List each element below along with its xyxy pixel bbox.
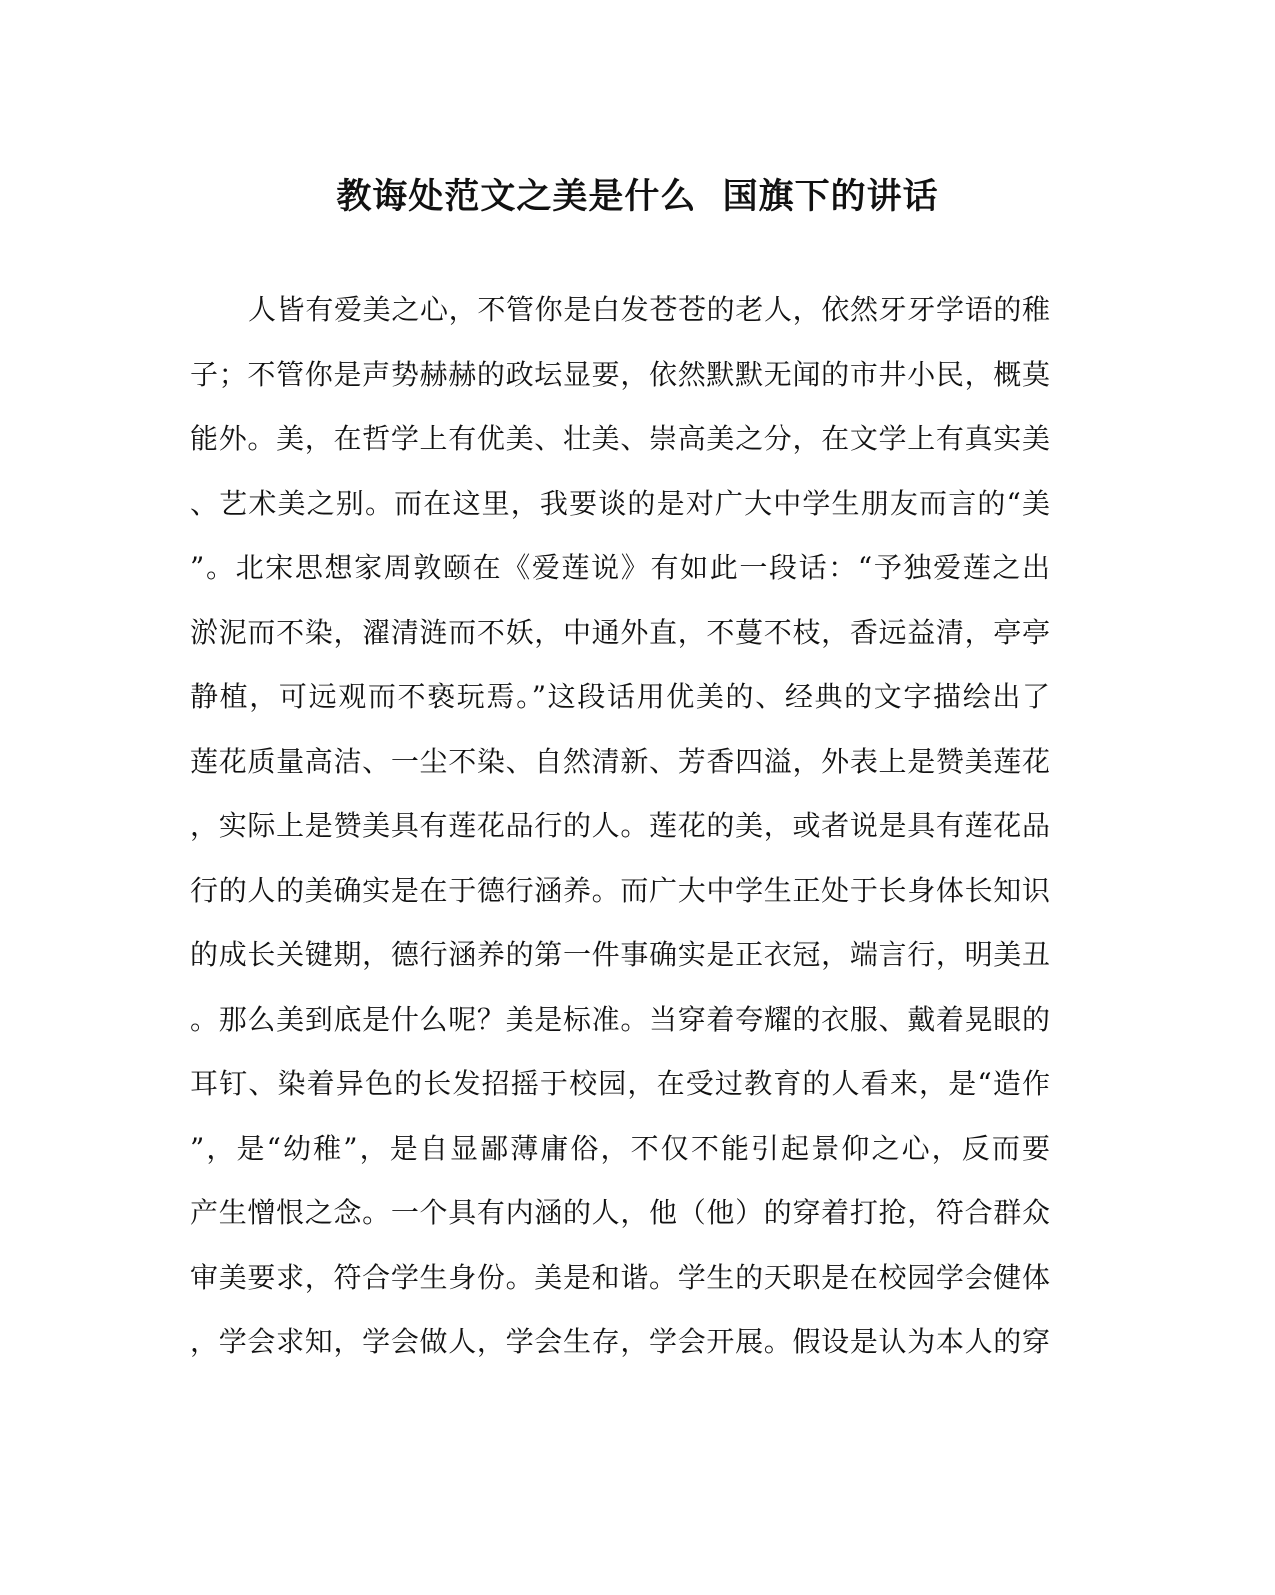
body-line: ”，是“幼稚”，是自显鄙薄庸俗，不仅不能引起景仰之心，反而要 <box>190 1131 1050 1165</box>
body-line: 的成长关键期，德行涵养的第一件事确实是正衣冠，端言行，明美丑 <box>190 938 1050 971</box>
body-line: 静植，可远观而不亵玩焉。”这段话用优美的、经典的文字描绘出了 <box>190 680 1050 713</box>
body-line: 莲花质量高洁、一尘不染、自然清新、芳香四溢，外表上是赞美莲花 <box>190 744 1050 778</box>
body-line: 子；不管你是声势赫赫的政坛显要，依然默默无闻的市井小民，概莫 <box>190 357 1050 391</box>
body-line: ，学会求知，学会做人，学会生存，学会开展。假设是认为本人的穿 <box>190 1325 1050 1358</box>
body-line: 行的人的美确实是在于德行涵养。而广大中学生正处于长身体长知识 <box>190 873 1050 907</box>
body-line: ”。北宋思想家周敦颐在《爱莲说》有如此一段话：“予独爱莲之出 <box>190 551 1050 584</box>
body-line: 淤泥而不染，濯清涟而不妖，中通外直，不蔓不枝，香远益清，亭亭 <box>190 615 1050 649</box>
body-line: ，实际上是赞美具有莲花品行的人。莲花的美，或者说是具有莲花品 <box>190 809 1050 842</box>
document-title: 教诲处范文之美是什么 国旗下的讲话 <box>336 176 939 217</box>
body-line: 。那么美到底是什么呢？美是标准。当穿着夸耀的衣服、戴着晃眼的 <box>190 1002 1050 1036</box>
body-line: 审美要求，符合学生身份。美是和谐。学生的天职是在校园学会健体 <box>190 1260 1050 1294</box>
document-body <box>190 286 1050 1383</box>
body-line: 产生憎恨之念。一个具有内涵的人，他（他）的穿着打抢，符合群众 <box>190 1196 1050 1229</box>
body-line: 、艺术美之别。而在这里，我要谈的是对广大中学生朋友而言的“美 <box>190 486 1050 520</box>
body-line: 能外。美，在哲学上有优美、壮美、崇高美之分，在文学上有真实美 <box>190 422 1050 455</box>
body-line: 耳钉、染着异色的长发招摇于校园，在受过教育的人看来，是“造作 <box>190 1067 1050 1100</box>
body-line: 人皆有爱美之心，不管你是白发苍苍的老人，依然牙牙学语的稚 <box>248 293 1050 326</box>
